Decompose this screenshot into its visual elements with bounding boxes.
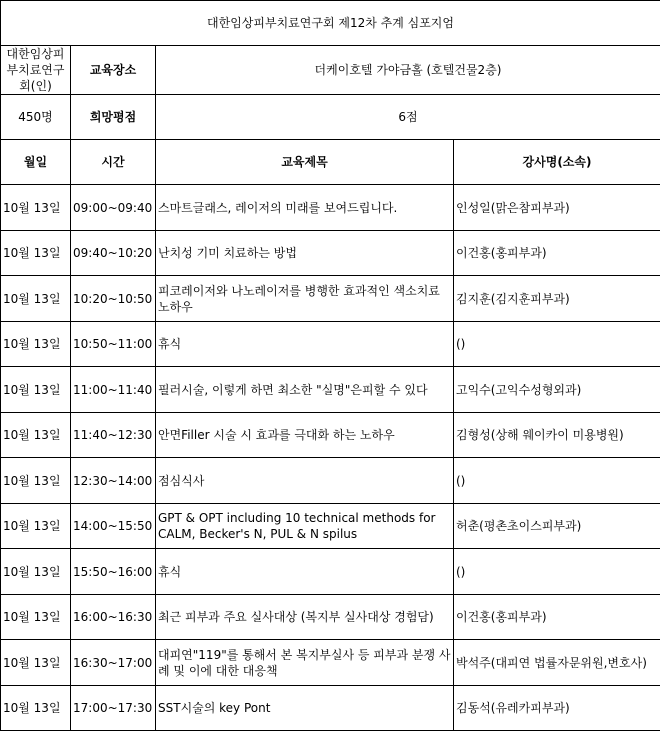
header-lecturer: 강사명(소속) (454, 140, 660, 185)
session-row (1, 185, 660, 231)
session-lecturer: 이건홍(홍피부과) (454, 595, 660, 640)
session-lecturer: () (454, 458, 660, 504)
session-date: 10월 13일 (1, 504, 71, 549)
session-lecturer: 고익수(고익수성형외과) (454, 367, 660, 413)
session-time: 11:00~11:40 (71, 367, 156, 413)
session-row (1, 504, 660, 549)
document-title: 대한임상피부치료연구회 제12차 추계 심포지엄 (1, 1, 660, 46)
attendance-row (1, 95, 660, 140)
title-row (1, 1, 660, 46)
points-label: 희망평점 (71, 95, 156, 140)
header-time: 시간 (71, 140, 156, 185)
session-date: 10월 13일 (1, 322, 71, 367)
session-row (1, 276, 660, 322)
session-date: 10월 13일 (1, 640, 71, 686)
session-subject: 안면Filler 시술 시 효과를 극대화 하는 노하우 (156, 413, 454, 458)
session-date: 10월 13일 (1, 185, 71, 231)
session-time: 09:00~09:40 (71, 185, 156, 231)
session-time: 12:30~14:00 (71, 458, 156, 504)
session-lecturer: 김동석(유레카피부과) (454, 686, 660, 731)
venue-row (1, 46, 660, 95)
session-subject: 휴식 (156, 322, 454, 367)
session-lecturer: () (454, 549, 660, 595)
session-row (1, 595, 660, 640)
session-date: 10월 13일 (1, 367, 71, 413)
header-row (1, 140, 660, 185)
session-row (1, 458, 660, 504)
session-row (1, 231, 660, 276)
session-subject: 피코레이저와 나노레이저를 병행한 효과적인 색소치료 노하우 (156, 276, 454, 322)
session-subject: 스마트글래스, 레이저의 미래를 보여드립니다. (156, 185, 454, 231)
session-subject: 난치성 기미 치료하는 방법 (156, 231, 454, 276)
session-time: 11:40~12:30 (71, 413, 156, 458)
session-time: 16:00~16:30 (71, 595, 156, 640)
session-lecturer: 박석주(대피연 법률자문위원,변호사) (454, 640, 660, 686)
venue-value: 더케이호텔 가야금홀 (호텔건물2층) (156, 46, 660, 95)
session-time: 16:30~17:00 (71, 640, 156, 686)
session-row (1, 322, 660, 367)
session-time: 15:50~16:00 (71, 549, 156, 595)
session-time: 17:00~17:30 (71, 686, 156, 731)
organizer-cell: 대한임상피부치료연구회(인) (1, 46, 71, 95)
attendees-cell: 450명 (1, 95, 71, 140)
session-subject: 점심식사 (156, 458, 454, 504)
session-time: 14:00~15:50 (71, 504, 156, 549)
session-time: 10:50~11:00 (71, 322, 156, 367)
session-lecturer: 김형성(상해 웨이카이 미용병원) (454, 413, 660, 458)
session-date: 10월 13일 (1, 595, 71, 640)
session-date: 10월 13일 (1, 276, 71, 322)
session-date: 10월 13일 (1, 686, 71, 731)
session-subject: SST시술의 key Pont (156, 686, 454, 731)
session-date: 10월 13일 (1, 549, 71, 595)
session-time: 10:20~10:50 (71, 276, 156, 322)
session-lecturer: 김지훈(김지훈피부과) (454, 276, 660, 322)
session-lecturer: () (454, 322, 660, 367)
session-row (1, 686, 660, 731)
session-date: 10월 13일 (1, 231, 71, 276)
header-subject: 교육제목 (156, 140, 454, 185)
session-lecturer: 허춘(평촌초이스피부과) (454, 504, 660, 549)
session-date: 10월 13일 (1, 413, 71, 458)
session-row (1, 413, 660, 458)
session-subject: 휴식 (156, 549, 454, 595)
points-value: 6점 (156, 95, 660, 140)
session-subject: 최근 피부과 주요 실사대상 (복지부 실사대상 경험담) (156, 595, 454, 640)
session-date: 10월 13일 (1, 458, 71, 504)
session-lecturer: 인성일(맑은참피부과) (454, 185, 660, 231)
session-subject: 대피연"119"를 통해서 본 복지부실사 등 피부과 분쟁 사례 및 이에 대한 대응책 (156, 640, 454, 686)
session-subject: 필러시술, 이렇게 하면 최소한 "실명"은피할 수 있다 (156, 367, 454, 413)
session-subject: GPT & OPT including 10 technical methods for CALM, Becker's N, PUL & N spilus (156, 504, 454, 549)
header-date: 월일 (1, 140, 71, 185)
session-lecturer: 이건홍(홍피부과) (454, 231, 660, 276)
session-row (1, 640, 660, 686)
session-row (1, 549, 660, 595)
session-row (1, 367, 660, 413)
venue-label: 교육장소 (71, 46, 156, 95)
session-time: 09:40~10:20 (71, 231, 156, 276)
